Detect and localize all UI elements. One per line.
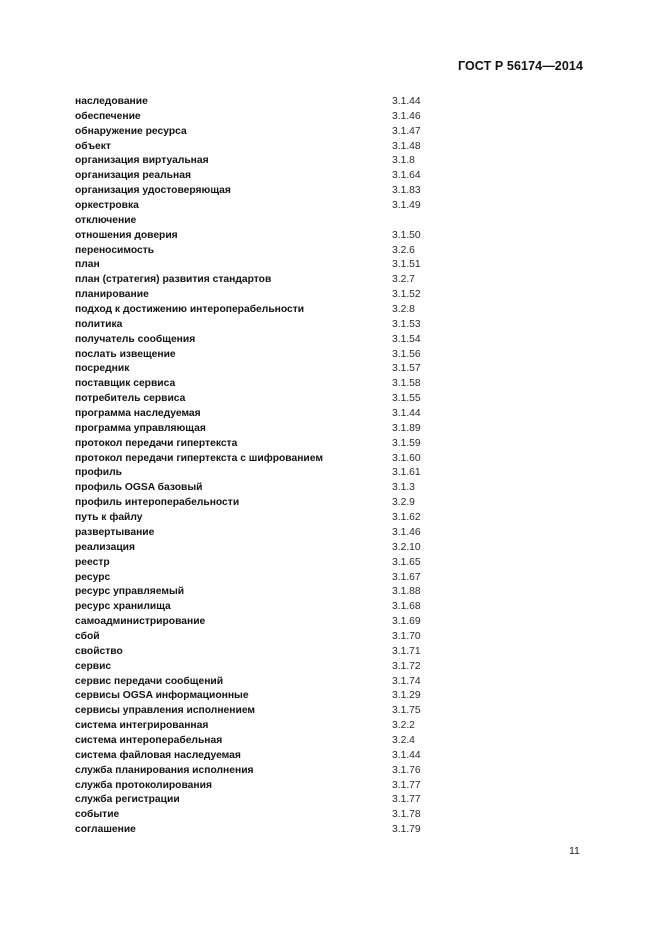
index-term: программа управляющая [75,422,206,434]
index-entry [75,377,455,392]
index-section-ref: 3.1.65 [392,556,421,568]
index-section-ref: 3.1.48 [392,140,421,152]
index-term: планирование [75,289,149,301]
index-entry [75,704,455,719]
index-term: объект [75,140,111,152]
index-term: реестр [75,556,110,568]
index-section-ref: 3.1.58 [392,378,421,390]
index-term: сервисы OGSA информационные [75,690,249,702]
index-section-ref: 3.2.10 [392,541,421,553]
index-section-ref: 3.1.50 [392,229,421,241]
index-section-ref: 3.1.47 [392,125,421,137]
alphabetical-term-index [75,95,455,838]
index-entry [75,452,455,467]
index-section-ref: 3.1.79 [392,824,421,836]
index-section-ref: 3.1.77 [392,779,421,791]
index-term: ресурс хранилища [75,601,171,613]
index-entry [75,362,455,377]
index-section-ref: 3.1.77 [392,794,421,806]
index-term: профиль OGSA базовый [75,482,203,494]
index-term: поставщик сервиса [75,378,176,390]
index-term: план [75,259,100,271]
index-entry [75,110,455,125]
index-entry [75,214,455,229]
index-entry [75,511,455,526]
index-term: событие [75,809,120,821]
index-section-ref: 3.1.69 [392,616,421,628]
index-section-ref: 3.1.56 [392,348,421,360]
index-term: профиль [75,467,123,479]
index-term: обнаружение ресурса [75,125,187,137]
index-section-ref: 3.1.71 [392,645,421,657]
index-term: получатель сообщения [75,333,196,345]
index-term: подход к достижению интероперабельности [75,304,305,316]
index-section-ref: 3.1.76 [392,764,421,776]
index-term: самоадминистрирование [75,616,206,628]
index-entry [75,318,455,333]
index-entry [75,689,455,704]
index-entry [75,244,455,259]
index-section-ref: 3.1.46 [392,526,421,538]
index-section-ref: 3.1.72 [392,660,421,672]
index-entry [75,779,455,794]
index-term: развертывание [75,526,155,538]
index-term: план (стратегия) развития стандартов [75,274,272,286]
index-section-ref: 3.1.74 [392,675,421,687]
index-entry [75,541,455,556]
index-section-ref: 3.1.57 [392,363,421,375]
index-entry [75,719,455,734]
index-section-ref: 3.1.78 [392,809,421,821]
index-term: служба протоколирования [75,779,212,791]
index-entry [75,675,455,690]
index-entry [75,199,455,214]
index-entry [75,95,455,110]
index-term: наследование [75,96,148,107]
index-term: послать извещение [75,348,176,360]
index-section-ref: 3.1.89 [392,422,421,434]
index-entry [75,466,455,481]
index-term: протокол передачи гипертекста с шифрованием [75,452,323,464]
index-term: протокол передачи гипертекста [75,437,238,449]
index-term: отношения доверия [75,229,178,241]
index-section-ref: 3.1.46 [392,110,421,122]
index-section-ref: 3.1.70 [392,630,421,642]
index-term: система интероперабельная [75,734,223,746]
index-term: свойство [75,645,123,657]
index-section-ref: 3.1.59 [392,437,421,449]
index-entry [75,526,455,541]
index-entry [75,749,455,764]
index-term: организация реальная [75,170,191,182]
index-term: служба регистрации [75,794,180,806]
index-section-ref: 3.1.44 [392,408,421,420]
index-entry [75,496,455,511]
index-entry [75,793,455,808]
index-section-ref: 3.1.51 [392,259,421,271]
index-entry [75,600,455,615]
index-entry [75,556,455,571]
index-entry [75,734,455,749]
index-term: служба планирования исполнения [75,764,254,776]
index-term: сервис [75,660,112,672]
index-section-ref: 3.1.44 [392,96,421,107]
index-term: ресурс управляемый [75,586,185,598]
index-section-ref: 3.1.52 [392,289,421,301]
index-entry [75,660,455,675]
index-term: сервис передачи сообщений [75,675,224,687]
index-section-ref: 3.1.55 [392,393,421,405]
index-entry [75,571,455,586]
index-section-ref: 3.1.62 [392,512,421,524]
index-entry [75,303,455,318]
index-entry [75,823,455,838]
index-term: система интегрированная [75,720,209,732]
index-section-ref: 3.1.61 [392,467,421,479]
document-code-header: ГОСТ Р 56174—2014 [457,59,583,73]
index-section-ref: 3.1.67 [392,571,421,583]
index-section-ref: 3.2.6 [392,244,415,256]
index-section-ref: 3.1.53 [392,318,421,330]
index-section-ref: 3.2.8 [392,304,415,316]
index-term: путь к файлу [75,512,143,524]
index-term: потребитель сервиса [75,393,186,405]
index-section-ref: 3.1.60 [392,452,421,464]
index-term: сбой [75,630,100,642]
index-term: оркестровка [75,200,139,212]
index-term: организация удостоверяющая [75,185,231,197]
index-section-ref: 3.1.29 [392,690,421,702]
index-entry [75,407,455,422]
index-section-ref: 3.1.83 [392,185,421,197]
index-section-ref: 3.1.75 [392,705,421,717]
index-term: ресурс [75,571,111,583]
index-term: профиль интероперабельности [75,497,240,509]
index-term: переносимость [75,244,155,256]
index-term: программа наследуемая [75,408,201,420]
index-term: соглашение [75,824,136,836]
index-entry [75,437,455,452]
index-entry [75,392,455,407]
index-term: отключение [75,214,137,226]
index-entry [75,184,455,199]
index-entry [75,125,455,140]
index-term: система файловая наследуемая [75,749,241,761]
index-entry [75,288,455,303]
index-term: организация виртуальная [75,155,209,167]
index-section-ref: 3.2.9 [392,497,415,509]
index-entry [75,481,455,496]
page-number: 11 [569,845,580,857]
index-entry [75,585,455,600]
index-entry [75,273,455,288]
index-entry [75,169,455,184]
index-entry [75,615,455,630]
index-section-ref: 3.2.2 [392,720,415,732]
index-term: реализация [75,541,135,553]
index-section-ref: 3.2.7 [392,274,415,286]
index-entry [75,630,455,645]
index-section-ref: 3.1.68 [392,601,421,613]
index-entry [75,229,455,244]
index-section-ref: 3.1.49 [392,200,421,212]
index-term: обеспечение [75,110,141,122]
index-term: сервисы управления исполнением [75,705,256,717]
index-entry [75,764,455,779]
index-section-ref: 3.1.64 [392,170,421,182]
index-entry [75,808,455,823]
index-entry [75,422,455,437]
index-section-ref: 3.1.88 [392,586,421,598]
index-entry [75,348,455,363]
index-term: посредник [75,363,130,375]
index-term: политика [75,318,123,330]
index-section-ref: 3.1.44 [392,749,421,761]
index-section-ref: 3.2.4 [392,734,415,746]
index-entry [75,140,455,155]
index-entry [75,258,455,273]
index-section-ref: 3.1.8 [392,155,415,167]
index-entry [75,333,455,348]
index-section-ref: 3.1.3 [392,482,415,494]
index-entry [75,645,455,660]
index-section-ref: 3.1.54 [392,333,421,345]
index-entry [75,154,455,169]
